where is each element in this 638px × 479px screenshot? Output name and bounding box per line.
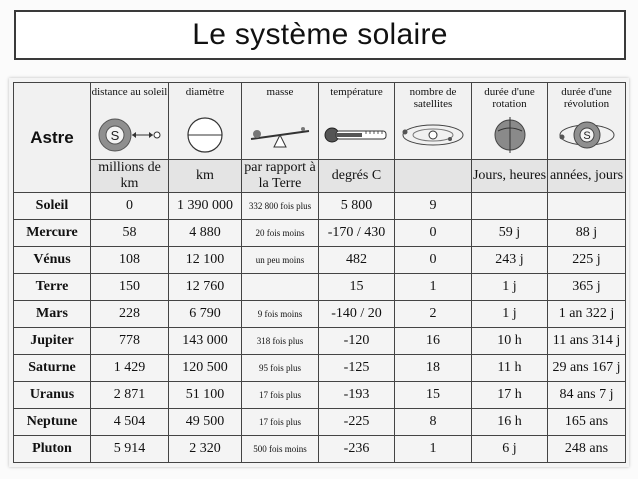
table-row xyxy=(14,382,626,409)
table-row xyxy=(14,301,626,328)
table-cell: 9 fois moins xyxy=(242,301,319,328)
table-cell: 243 j xyxy=(472,247,548,274)
table-cell: 84 ans 7 j xyxy=(548,382,626,409)
diameter-circle-icon xyxy=(180,115,230,155)
header-label: durée d'une révolution xyxy=(561,86,612,110)
table-cell: 59 j xyxy=(472,220,548,247)
header-label: masse xyxy=(266,86,294,98)
table-cell xyxy=(548,193,626,220)
table-cell: 51 100 xyxy=(169,382,242,409)
table-cell: 11 ans 314 j xyxy=(548,328,626,355)
table-cell: 108 xyxy=(91,247,169,274)
table-cell: 5 914 xyxy=(91,436,169,463)
astre-name: Neptune xyxy=(14,409,91,436)
table-cell: 482 xyxy=(319,247,395,274)
header-distance xyxy=(91,83,169,160)
table-cell: -170 / 430 xyxy=(319,220,395,247)
header-label: durée d'une rotation xyxy=(484,86,535,110)
table-cell: un peu moins xyxy=(242,247,319,274)
table-cell: 6 j xyxy=(472,436,548,463)
table-row xyxy=(14,355,626,382)
table-cell: 16 h xyxy=(472,409,548,436)
table-cell: 17 h xyxy=(472,382,548,409)
table-cell: 228 xyxy=(91,301,169,328)
table-row xyxy=(14,409,626,436)
table-cell: 0 xyxy=(395,247,472,274)
header-row xyxy=(14,83,626,160)
astre-header: Astre xyxy=(14,83,91,193)
page-title: Le système solaire xyxy=(192,18,448,51)
sun-letter: S xyxy=(582,130,591,142)
table-body xyxy=(14,193,626,463)
table-cell: 17 fois plus xyxy=(242,382,319,409)
header-mass xyxy=(242,83,319,160)
sun-letter: S xyxy=(110,128,119,143)
header-temperature xyxy=(319,83,395,160)
table-cell: 6 790 xyxy=(169,301,242,328)
unit-row xyxy=(14,160,626,193)
table-cell: 17 fois plus xyxy=(242,409,319,436)
table-cell: 165 ans xyxy=(548,409,626,436)
table-cell: 95 fois plus xyxy=(242,355,319,382)
table-cell: -225 xyxy=(319,409,395,436)
unit-cell: degrés C xyxy=(319,160,395,193)
table-cell: 15 xyxy=(395,382,472,409)
table-cell: 1 xyxy=(395,436,472,463)
table-row xyxy=(14,247,626,274)
table-cell: 120 500 xyxy=(169,355,242,382)
table-cell: 143 000 xyxy=(169,328,242,355)
table-cell: 365 j xyxy=(548,274,626,301)
table-cell: 0 xyxy=(395,220,472,247)
header-revolution xyxy=(548,83,626,160)
astre-name: Vénus xyxy=(14,247,91,274)
table-cell: 10 h xyxy=(472,328,548,355)
thermometer-icon xyxy=(322,115,392,155)
table-cell: 225 j xyxy=(548,247,626,274)
table-cell: 29 ans 167 j xyxy=(548,355,626,382)
unit-cell: millions de km xyxy=(91,160,169,193)
astre-name: Mars xyxy=(14,301,91,328)
astre-name: Jupiter xyxy=(14,328,91,355)
table-cell: 58 xyxy=(91,220,169,247)
table-cell: -140 / 20 xyxy=(319,301,395,328)
header-label: diamètre xyxy=(185,86,225,98)
header-rotation xyxy=(472,83,548,160)
astre-name: Uranus xyxy=(14,382,91,409)
orbit-satellites-icon xyxy=(398,115,468,155)
sun-revolution-icon xyxy=(557,115,617,155)
table-cell: -193 xyxy=(319,382,395,409)
table-cell: 4 504 xyxy=(91,409,169,436)
unit-cell: Jours, heures xyxy=(472,160,548,193)
header-satellites xyxy=(395,83,472,160)
table-cell: 0 xyxy=(91,193,169,220)
balance-scale-icon xyxy=(245,115,315,155)
astre-name: Terre xyxy=(14,274,91,301)
unit-cell: années, jours xyxy=(548,160,626,193)
astre-name: Mercure xyxy=(14,220,91,247)
unit-cell: par rapport à la Terre xyxy=(242,160,319,193)
unit-cell: km xyxy=(169,160,242,193)
table-cell: 4 880 xyxy=(169,220,242,247)
header-label: distance au soleil xyxy=(91,86,168,98)
table-cell: 1 an 322 j xyxy=(548,301,626,328)
table-cell: 2 320 xyxy=(169,436,242,463)
table-cell: 332 800 fois plus xyxy=(242,193,319,220)
table-cell: 2 xyxy=(395,301,472,328)
table-row xyxy=(14,220,626,247)
table-cell: 8 xyxy=(395,409,472,436)
table-cell: 16 xyxy=(395,328,472,355)
astre-name: Pluton xyxy=(14,436,91,463)
table-cell: 1 j xyxy=(472,274,548,301)
table-cell: 15 xyxy=(319,274,395,301)
table-cell: 20 fois moins xyxy=(242,220,319,247)
table-cell: 2 871 xyxy=(91,382,169,409)
table-row xyxy=(14,193,626,220)
sun-distance-icon xyxy=(95,115,165,155)
header-diameter xyxy=(169,83,242,160)
planet-rotation-icon xyxy=(485,115,535,155)
header-label: nombre de satellites xyxy=(409,86,457,110)
table-cell xyxy=(472,193,548,220)
solar-system-table xyxy=(13,82,626,463)
table-row xyxy=(14,436,626,463)
table-row xyxy=(14,274,626,301)
table-cell: 248 ans xyxy=(548,436,626,463)
table-cell: 318 fois plus xyxy=(242,328,319,355)
table-cell: 12 100 xyxy=(169,247,242,274)
table-cell: 1 429 xyxy=(91,355,169,382)
table-cell: 778 xyxy=(91,328,169,355)
table-cell: 1 390 000 xyxy=(169,193,242,220)
table-cell: 1 xyxy=(395,274,472,301)
table-cell: -236 xyxy=(319,436,395,463)
table-cell: 12 760 xyxy=(169,274,242,301)
table-cell: 49 500 xyxy=(169,409,242,436)
unit-cell xyxy=(395,160,472,193)
astre-name: Soleil xyxy=(14,193,91,220)
table-cell: -120 xyxy=(319,328,395,355)
solar-table-sheet xyxy=(9,78,629,467)
table-cell: 18 xyxy=(395,355,472,382)
table-row xyxy=(14,328,626,355)
table-cell xyxy=(242,274,319,301)
table-cell: 150 xyxy=(91,274,169,301)
table-cell: 500 fois moins xyxy=(242,436,319,463)
header-label: température xyxy=(330,86,383,98)
table-cell: -125 xyxy=(319,355,395,382)
astre-name: Saturne xyxy=(14,355,91,382)
table-cell: 9 xyxy=(395,193,472,220)
table-cell: 88 j xyxy=(548,220,626,247)
title-box xyxy=(14,10,626,60)
table-cell: 1 j xyxy=(472,301,548,328)
table-cell: 5 800 xyxy=(319,193,395,220)
table-cell: 11 h xyxy=(472,355,548,382)
